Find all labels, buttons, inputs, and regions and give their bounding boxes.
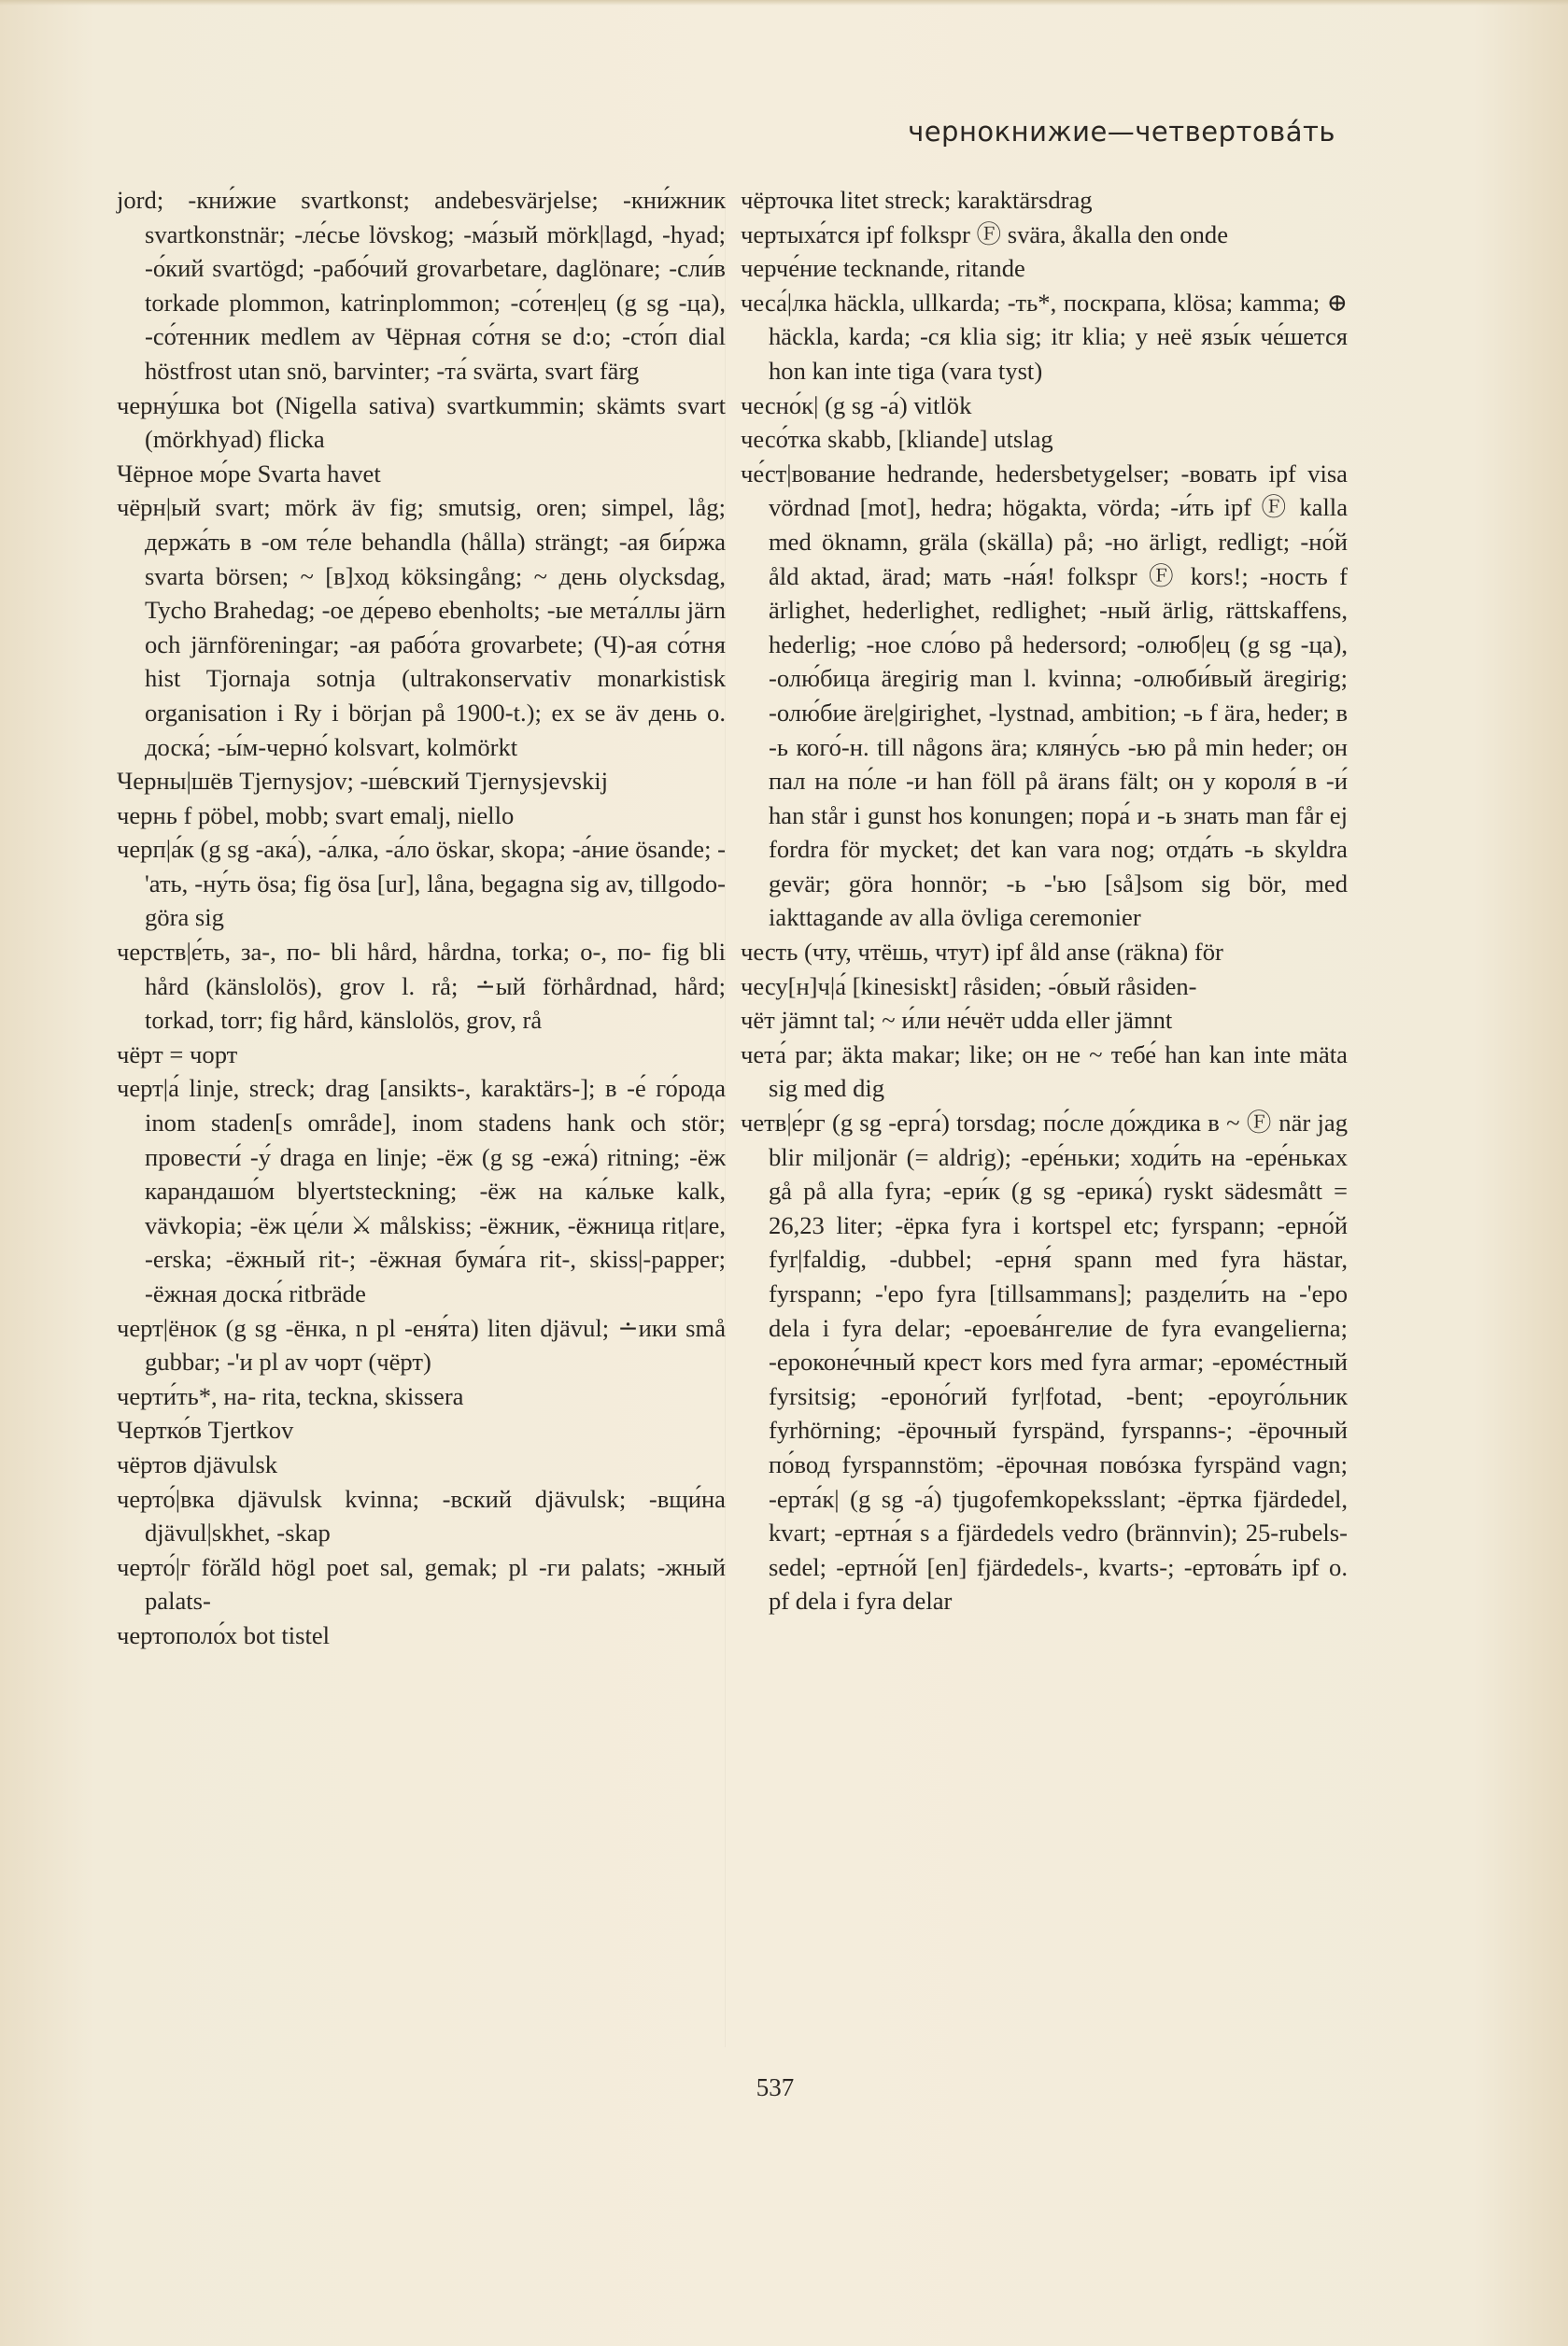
dictionary-entry: чеса́|лка häckla, ullkarda; -ть*, поскрапа, klösa; kamma; ⊕ häckla, karda; -ся klia sig; itr klia; у неё язы́к че́шется hon kan inte tiga (vara tyst) bbox=[741, 288, 1348, 385]
right-column bbox=[741, 183, 1348, 1618]
dictionary-entry: чернь f pöbel, mobb; svart emalj, niello bbox=[117, 800, 515, 829]
dictionary-entry: чёрт = чорт bbox=[117, 1039, 238, 1068]
dictionary-entry: черче́ние tecknande, ritande bbox=[741, 254, 1025, 283]
dictionary-entry: черт|а́ linje, streck; drag [ansikts-, karaktärs-]; в -е́ го́рода inom staden[s område], inom stadens hank och stör; провести́ -у́ draga en linje; -ёж (g sg -ежа́) ritning; -ёж карандашо́м blyertsteckning; -ёж на ка́льке kalk, vävkopia; -ёж це́ли ⚔ målskiss; -ёжник, -ёжница rit|are, -erska; -ёжный rit-; -ёжная бума́га rit-, skiss|-papper; -ёжная доска́ ritbräde bbox=[117, 1074, 726, 1307]
dictionary-entry: чесно́к| (g sg -а́) vitlök bbox=[741, 390, 972, 419]
dictionary-entry: черти́ть*, на- rita, teckna, skissera bbox=[117, 1381, 464, 1410]
dictionary-entry: черств|е́ть, за-, по- bli hård, hårdna, torka; о-, по- fig bli hård (känslolös), grov l. rå; ∸ый förhårdnad, hård; torkad, torr; fig hård, känslolös, grov, rå bbox=[117, 938, 726, 1035]
dictionary-entry: четв|е́рг (g sg -ерга́) torsdag; по́сле до́ждика в ~ Ⓕ när jag blir miljonär (= aldrig); -ере́ньки; ходи́ть на -ере́ньках gå på alla fyra; -ери́к (g sg -ерика́) ryskt sädesmått = 26,23 liter; -ёрка fyra i kortspel etc; fyrspann; -ерно́й fyr|faldig, -dubbel; -ерня́ spann med fyra hästar, fyrspann; -'еро fyra [tillsammans]; раздели́ть на -'еро dela i fyra delar; -ероева́нгелие de fyra evangelierna; -ероконе́чный крест kors med fyra armar; -еромéстный fyrsitsig; -ероно́гий fyr|fotad, -bent; -ероуго́льник fyrhörning; -ёрочный fyrspänd, fyrspanns-; -ёрочный по́вод fyrspannstöm; -ёрочная повóзка fyrspänd vagn; -ерта́к| (g sg -а́) tjugofemkopeksslant; -ёртка fjärdedel, kvart; -ертна́я s a fjärdedels vedro (brännvin); 25-rubelssedel; -ертно́й [en] fjärdedels-, kvarts-; -ертова́ть ipf o. pf dela i fyra delar bbox=[741, 1109, 1348, 1616]
dictionary-entry: чесо́тка skabb, [kliande] utslag bbox=[741, 425, 1053, 454]
dictionary-entry: Чёрное мо́ре Svarta havet bbox=[117, 459, 381, 488]
dictionary-entry: чёртов djävulsk bbox=[117, 1449, 278, 1478]
left-column bbox=[117, 183, 726, 1653]
dictionary-entry: чёрн|ый svart; mörk äv fig; smutsig, oren; simpel, låg; держа́ть в -ом те́ле behandla (hålla) strängt; -ая би́ржа svarta börsen; ~ [в]ход köksingång; ~ день olycksdag, Tycho Brahedag; -ое де́рево ebenholts; -ые мета́ллы järn och järnföreningar; -ая рабо́та grovarbete; (Ч)-ая со́тня hist Tjornaja sotnja (ultrakonservativ monarkistisk organisation i Ry i början på 1900-t.); ex se äv день о. доска́; -ы́м-черно́ kolsvart, kolmörkt bbox=[117, 493, 726, 761]
dictionary-entry: чета́ par; äkta makar; like; он не ~ тебе́ han kan inte mäta sig med dig bbox=[741, 1039, 1348, 1103]
dictionary-entry: честь (чту, чтёшь, чтут) ipf åld anse (räkna) för bbox=[741, 938, 1223, 967]
dictionary-entry: чёт jämnt tal; ~ и́ли не́чёт udda eller jämnt bbox=[741, 1006, 1173, 1035]
dictionary-entry: черт|ёнок (g sg -ёнка, n pl -еня́та) liten djävul; ∸ики små gubbar; -'и pl av чорт (чёрт) bbox=[117, 1313, 726, 1377]
dictionary-entry: черто́|вка djävulsk kvinna; -вский djävulsk; -вщи́на djävul|skhet, -skap bbox=[117, 1484, 726, 1548]
dictionary-entry: черп|а́к (g sg -ака́), -а́лка, -а́ло öskar, skopa; -а́ние ösande; -'ать, -ну́ть ösa; fig ösa [ur], låna, begagna sig av, tillgodogöra sig bbox=[117, 835, 726, 932]
dictionary-entry: jord; -кни́жие svartkonst; andebesvärjelse; -кни́жник svartkonstnär; -ле́сье lövskog; -ма́зый mörk|lagd, -hyad; -о́кий svartögd; -рабо́чий grovarbetare, daglönare; -сли́в torkade plommon, katrinplommon; -со́тен|ец (g sg -ца), -со́тенник medlem av Чёрная со́тня se d:o; -сто́п dial höstfrost utan snö, barvinter; -та́ svärta, svart färg bbox=[117, 186, 726, 385]
running-head: чернокнижие—четвертова́ть bbox=[908, 116, 1335, 148]
page-number: 537 bbox=[756, 2073, 795, 2101]
dictionary-entry: че́ст|вование hedrande, hedersbetygelser; -вовать ipf visa vördnad [mot], hedra; högakta, vörda; -и́ть ipf Ⓕ kalla med öknamn, gräla (skälla) på; -но ärligt, redligt; -но́й åld aktad, ärad; мать -на́я! folkspr Ⓕ kors!; -ность f ärlighet, hederlighet, redlighet; -ный ärlig, rättskaffens, hederlig; -ное сло́во på hedersord; -олюб|ец (g sg -ца), -олю́бица äregirig man l. kvinna; -олюби́вый äregirig; -олю́бие äre|girighet, -lystnad, ambition; -ь f ära, heder; в -ь кого́-н. till någons ära; кляну́сь -ью på min heder; он пал на по́ле -и han föll på ärans fält; он у короля́ в -и́ han står i gunst hos konungen; пора́ и -ь знать man får ej fordra för mycket; det kan vara nog; отда́ть -ь skyldra gevär; göra honnör; -ь -'ью [så]som sig bör, med iakttagande av alla övliga ceremonier bbox=[741, 459, 1348, 932]
dictionary-entry: Черны|шёв Tjernysjov; -ше́вский Tjernysjevskij bbox=[117, 767, 609, 796]
dictionary-entry: чесу[н]ч|а́ [kinesiskt] råsiden; -о́вый råsiden- bbox=[741, 971, 1197, 1000]
dictionary-entry: чертополо́х bot tistel bbox=[117, 1620, 331, 1649]
dictionary-entry: черто́|г förӑld högl poet sal, gemak; pl -ги palats; -жный palats- bbox=[117, 1552, 726, 1616]
dictionary-entry: чёрточка litet streck; karaktärsdrag bbox=[741, 186, 1093, 214]
dictionary-entry: черну́шка bot (Nigella sativa) svartkummin; skämts svart (mörkhyad) flicka bbox=[117, 390, 726, 454]
dictionary-entry: Чертко́в Tjertkov bbox=[117, 1416, 294, 1445]
dictionary-entry: чертыха́тся ipf folkspr Ⓕ svära, åkalla den onde bbox=[741, 219, 1229, 248]
page-top-edge bbox=[0, 0, 1568, 6]
